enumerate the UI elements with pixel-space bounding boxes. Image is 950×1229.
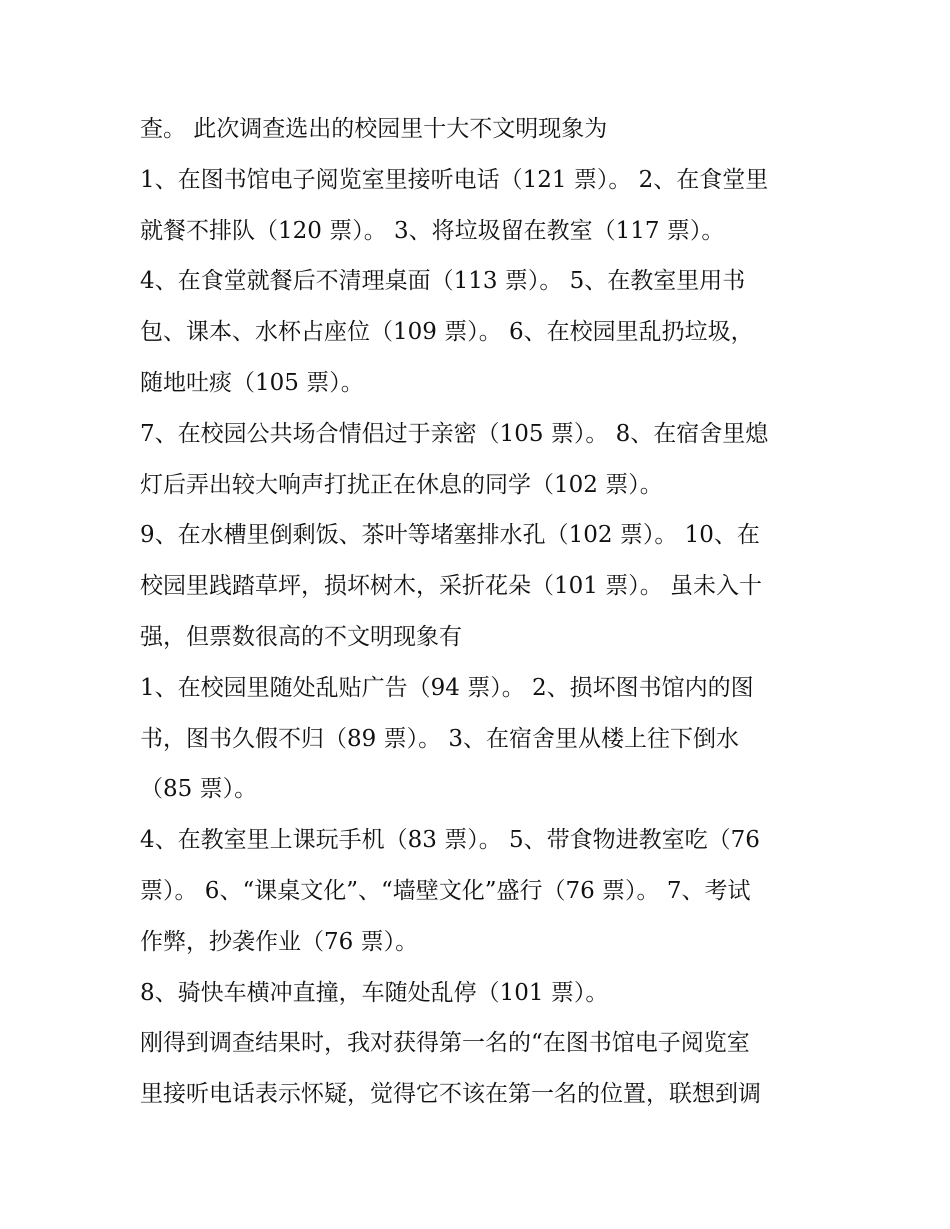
text-line: 包、课本、水杯占座位（109 票）。 6、在校园里乱扔垃圾，	[140, 319, 754, 346]
text-line: 随地吐痰（105 票）。	[140, 369, 364, 396]
text-line: 校园里践踏草坪，损坏树木，采折花朵（101 票）。 虽未入十	[140, 573, 763, 600]
text-line: 1、在图书馆电子阅览室里接听电话（121 票）。 2、在食堂里	[140, 166, 769, 193]
text-line: 就餐不排队（120 票）。 3、将垃圾留在教室（117 票）。	[140, 217, 725, 244]
text-line: 9、在水槽里倒剩饭、茶叶等堵塞排水孔（102 票）。 10、在	[140, 522, 760, 549]
text-line: 强，但票数很高的不文明现象有	[140, 623, 462, 650]
text-line: 1、在校园里随处乱贴广告（94 票）。 2、损坏图书馆内的图	[140, 674, 754, 701]
text-line: （85 票）。	[140, 776, 258, 803]
text-line: 刚得到调查结果时，我对获得第一名的“在图书馆电子阅览室	[140, 1030, 750, 1057]
text-line: 书，图书久假不归（89 票）。 3、在宿舍里从楼上往下倒水	[140, 725, 740, 752]
text-line: 4、在教室里上课玩手机（83 票）。 5、带食物进教室吃（76	[140, 827, 760, 854]
text-line: 灯后弄出较大响声打扰正在休息的同学（102 票）。	[140, 471, 663, 498]
text-line: 查。 此次调查选出的校园里十大不文明现象为	[140, 116, 608, 142]
text-line: 里接听电话表示怀疑，觉得它不该在第一名的位置，联想到调	[140, 1081, 761, 1108]
text-line: 7、在校园公共场合情侣过于亲密（105 票）。 8、在宿舍里熄	[140, 420, 769, 447]
document-body	[140, 104, 820, 1120]
text-line: 票）。 6、“课桌文化”、“墙壁文化”盛行（76 票）。 7、考试	[140, 877, 751, 904]
text-line: 作弊，抄袭作业（76 票）。	[140, 928, 419, 955]
text-line: 8、骑快车横冲直撞，车随处乱停（101 票）。	[140, 979, 609, 1006]
text-line: 4、在食堂就餐后不清理桌面（113 票）。 5、在教室里用书	[140, 268, 746, 295]
